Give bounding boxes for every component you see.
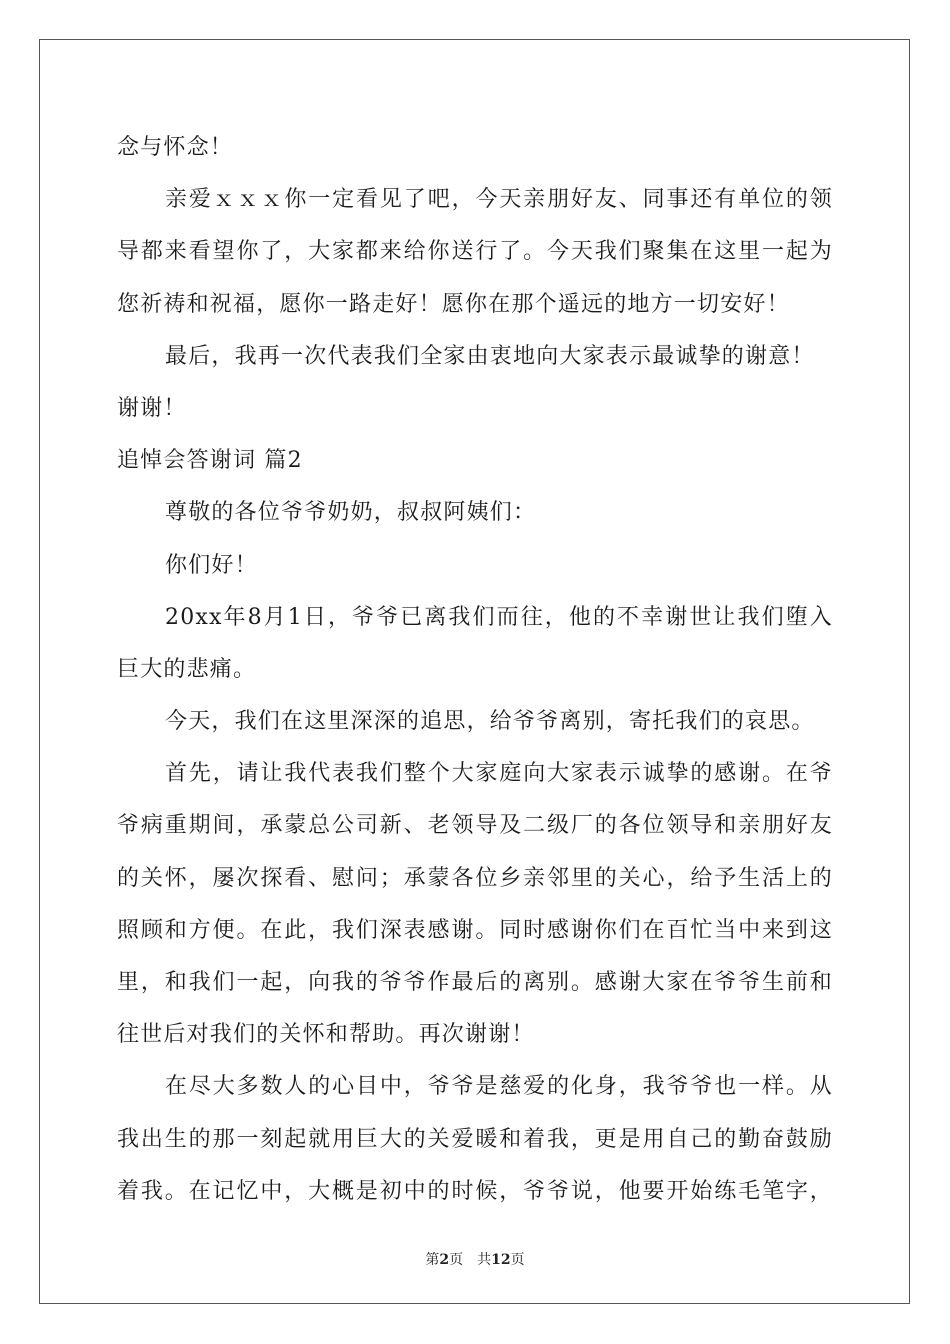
document-body (117, 122, 833, 1218)
text-line: 首先，请让我代表我们整个大家庭向大家表示诚挚的感谢。在爷 (165, 761, 833, 787)
text-line: 最后，我再一次代表我们全家由衷地向大家表示最诚挚的谢意！ (165, 343, 815, 369)
text-line: 往世后对我们的关怀和帮助。再次谢谢！ (117, 1022, 535, 1048)
page-footer (0, 1249, 950, 1269)
text-line: 我出生的那一刻起就用巨大的关爱暖和着我，更是用自己的勤奋鼓励 (117, 1126, 833, 1152)
text-line: 追悼会答谢词 篇2 (117, 448, 303, 474)
text-line: 导都来看望你了，大家都来给你送行了。今天我们聚集在这里一起为 (117, 239, 833, 265)
footer-total-prefix: 共 (477, 1252, 492, 1268)
text-line: 照顾和方便。在此，我们深表感谢。同时感谢你们在百忙当中来到这 (117, 917, 833, 943)
text-line: 的关怀，屡次探看、慰问；承蒙各位乡亲邻里的关心，给予生活上的 (117, 865, 833, 891)
text-line: 亲爱ｘｘｘ你一定看见了吧，今天亲朋好友、同事还有单位的领 (165, 187, 833, 213)
text-line: 尊敬的各位爷爷奶奶，叔叔阿姨们： (165, 500, 537, 526)
text-line: 您祈祷和祝福，愿你一路走好！愿你在那个遥远的地方一切安好！ (117, 291, 790, 317)
footer-total-suffix: 页 (510, 1252, 525, 1268)
text-line: 你们好！ (165, 552, 258, 578)
text-line: 里，和我们一起，向我的爷爷作最后的离别。感谢大家在爷爷生前和 (117, 970, 833, 995)
footer-total-pages: 12 (491, 1252, 511, 1268)
text-line: 在尽大多数人的心目中，爷爷是慈爱的化身，我爷爷也一样。从 (165, 1074, 833, 1100)
text-line: 爷病重期间，承蒙总公司新、老领导及二级厂的各位领导和亲朋好友 (117, 813, 833, 839)
footer-page-number: 2 (439, 1252, 450, 1268)
text-line: 着我。在记忆中，大概是初中的时候，爷爷说，他要开始练毛笔字， (117, 1178, 833, 1204)
text-line: 巨大的悲痛。 (117, 656, 257, 682)
footer-page-prefix: 第 (425, 1252, 440, 1268)
text-line: 今天，我们在这里深深的追思，给爷爷离别，寄托我们的哀思。 (165, 709, 815, 735)
text-line: 谢谢！ (117, 395, 187, 421)
text-line: 念与怀念！ (117, 135, 234, 160)
text-line: 20xx年8月1日，爷爷已离我们而往，他的不幸谢世让我们堕入 (165, 604, 833, 630)
footer-page-suffix: 页 (449, 1252, 464, 1268)
